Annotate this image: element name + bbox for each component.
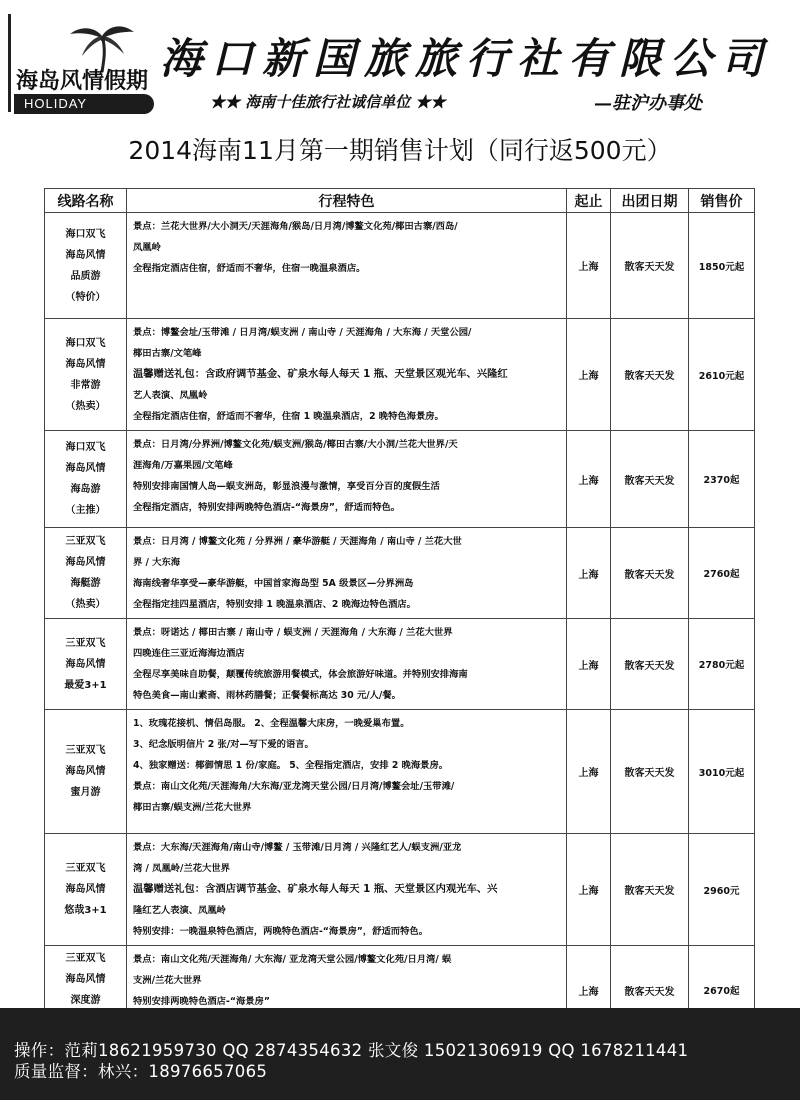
route-name-line: 三亚双飞 — [65, 637, 106, 649]
feature-line: 界 / 大东海 — [133, 557, 181, 568]
table-row — [45, 319, 755, 431]
logo-text: 海岛风情假期 — [16, 68, 149, 94]
page-title: 2014海南11月第一期销售计划（同行返500元） — [128, 136, 672, 165]
office-label: —驻沪办事处 — [594, 93, 702, 114]
contact-footer — [0, 1008, 800, 1100]
table-row — [45, 619, 755, 710]
price-cell: 2670起 — [689, 946, 755, 1035]
route-name-line: 海岛风情 — [65, 658, 106, 670]
operator-contacts: 操作：范莉18621959730 QQ 2874354632 张文俊 15021306919 QQ 1678211441 — [14, 1041, 689, 1060]
route-name-line: （热卖） — [65, 400, 106, 412]
departure-cell: 上海 — [567, 834, 611, 946]
feature-line: 隆红艺人表演、凤凰岭 — [133, 905, 226, 916]
departure-cell: 上海 — [567, 710, 611, 834]
feature-line: 1、玫瑰花接机、情侣岛服。 2、全程温馨大床房，一晚爱巢布置。 — [133, 718, 410, 729]
feature-line: 凤凰岭 — [133, 242, 161, 253]
feature-line: 景点：兰花大世界/大小洞天/天涯海角/猴岛/日月湾/博鳌文化苑/椰田古寨/西岛/ — [133, 221, 458, 232]
route-name-line: 海岛风情 — [65, 974, 106, 985]
feature-line: 椰田古寨/文笔峰 — [133, 348, 202, 359]
route-name-line: 非常游 — [70, 379, 101, 391]
departure-cell: 上海 — [567, 319, 611, 431]
table-row — [45, 431, 755, 528]
route-name-line: 海口双飞 — [65, 442, 106, 453]
departure-cell: 上海 — [567, 213, 611, 319]
feature-line: 全程指定挂四星酒店，特别安排 1 晚温泉酒店、2 晚海边特色酒店。 — [133, 599, 416, 610]
route-name-cell — [45, 834, 127, 946]
route-name-line: 蜜月游 — [70, 787, 101, 798]
header-departure: 起止 — [567, 189, 611, 213]
route-name-cell — [45, 710, 127, 834]
price-cell: 2960元 — [689, 834, 755, 946]
brand-logo — [8, 14, 156, 112]
header-route-name: 线路名称 — [45, 189, 127, 213]
feature-line: 全程指定酒店，特别安排两晚特色酒店-“海景房”，舒适而特色。 — [133, 502, 401, 513]
feature-line: 湾 / 凤凰岭/兰花大世界 — [133, 863, 230, 874]
route-name-cell — [45, 431, 127, 528]
route-name-line: 海岛风情 — [65, 249, 106, 261]
route-name-line: 深度游 — [70, 995, 101, 1006]
price-cell: 2760起 — [689, 528, 755, 619]
feature-line: 景点：日月湾 / 博鳌文化苑 / 分界洲 / 豪华游艇 / 天涯海角 / 南山寺 / 兰花大世 — [133, 536, 462, 547]
table-row — [45, 213, 755, 319]
features-cell — [127, 619, 567, 710]
tour-date-cell: 散客天天发 — [611, 319, 689, 431]
route-name-line: 海口双飞 — [65, 228, 106, 240]
price-cell: 3010元起 — [689, 710, 755, 834]
feature-line: 特色美食—南山素斋、雨林药膳餐；正餐餐标高达 30 元/人/餐。 — [133, 690, 401, 701]
header-price: 销售价 — [689, 189, 755, 213]
header-tour-date: 出团日期 — [611, 189, 689, 213]
features-cell — [127, 431, 567, 528]
feature-line: 温馨赠送礼包：含政府调节基金、矿泉水每人每天 1 瓶、天堂景区观光车、兴隆红 — [133, 368, 508, 380]
quality-supervisor: 质量监督：林兴：18976657065 — [14, 1062, 268, 1081]
feature-line: 景点：日月湾/分界洲/博鳌文化苑/蜈支洲/猴岛/椰田古寨/大小洞/兰花大世界/天 — [133, 439, 458, 450]
departure-cell: 上海 — [567, 619, 611, 710]
tour-date-cell: 散客天天发 — [611, 431, 689, 528]
feature-line: 全程尽享美味自助餐，颠覆传统旅游用餐模式，体会旅游好味道。并特别安排海南 — [133, 669, 468, 680]
header — [0, 0, 800, 118]
feature-line: 全程指定酒店住宿，舒适而不奢华，住宿 1 晚温泉酒店，2 晚特色海景房。 — [133, 411, 444, 422]
table-row — [45, 834, 755, 946]
feature-line: 景点：大东海/天涯海角/南山寺/博鳌 / 玉带滩/日月湾 / 兴隆红艺人/蜈支洲/亚龙 — [133, 842, 462, 853]
route-name-cell — [45, 319, 127, 431]
sales-plan-table — [44, 188, 755, 1035]
features-cell — [127, 710, 567, 834]
route-name-line: 三亚双飞 — [65, 745, 106, 756]
route-name-cell — [45, 213, 127, 319]
feature-line: 景点：南山文化苑/天涯海角/ 大东海/ 亚龙湾天堂公园/博鳌文化苑/日月湾/ 蜈 — [133, 954, 452, 965]
route-name-cell — [45, 528, 127, 619]
feature-line: 特别安排：一晚温泉特色酒店，两晚特色酒店-“海景房”，舒适而特色。 — [133, 926, 428, 937]
route-name-line: 三亚双飞 — [65, 536, 106, 547]
route-name-line: （热卖） — [65, 599, 106, 610]
departure-cell: 上海 — [567, 946, 611, 1035]
departure-cell: 上海 — [567, 431, 611, 528]
feature-line: 3、纪念版明信片 2 张/对—写下爱的语言。 — [133, 739, 314, 750]
features-cell — [127, 213, 567, 319]
route-name-line: 海岛游 — [70, 484, 101, 495]
tour-date-cell: 散客天天发 — [611, 213, 689, 319]
company-name: 海口新国旅旅行社有限公司 — [160, 34, 773, 83]
tour-date-cell: 散客天天发 — [611, 528, 689, 619]
logo-bar — [8, 14, 11, 112]
features-cell — [127, 834, 567, 946]
slogan: ★★ 海南十佳旅行社诚信单位 ★★ — [210, 93, 446, 111]
feature-line: 特别安排两晚特色酒店-“海景房” — [133, 996, 270, 1007]
feature-line: 涯海角/万嘉果园/文笔峰 — [133, 460, 233, 471]
price-cell: 2780元起 — [689, 619, 755, 710]
tour-date-cell: 散客天天发 — [611, 946, 689, 1035]
tour-date-cell: 散客天天发 — [611, 710, 689, 834]
feature-line: 全程指定酒店住宿，舒适而不奢华，住宿一晚温泉酒店。 — [133, 263, 366, 274]
feature-line: 景点：南山文化苑/天涯海角/大东海/亚龙湾天堂公园/日月湾/博鳌会址/玉带滩/ — [133, 781, 455, 792]
price-cell: 1850元起 — [689, 213, 755, 319]
price-cell: 2370起 — [689, 431, 755, 528]
route-name-line: （特价） — [65, 291, 106, 303]
tour-date-cell: 散客天天发 — [611, 834, 689, 946]
route-name-line: 三亚双飞 — [65, 863, 106, 874]
table-header-row — [45, 189, 755, 213]
price-cell: 2610元起 — [689, 319, 755, 431]
route-name-line: 海口双飞 — [65, 337, 106, 349]
logo-band-text: HOLIDAY — [24, 96, 88, 111]
features-cell — [127, 528, 567, 619]
feature-line: 景点：博鳌会址/玉带滩 / 日月湾/蜈支洲 / 南山寺 / 天涯海角 / 大东海 / 天堂公园/ — [133, 327, 472, 338]
route-name-line: 海岛风情 — [65, 766, 106, 777]
route-name-line: 海岛风情 — [65, 557, 106, 568]
feature-line: 景点：呀诺达 / 椰田古寨 / 南山寺 / 蜈支洲 / 天涯海角 / 大东海 / 兰花大世界 — [133, 627, 453, 638]
feature-line: 4、独家赠送：椰御情思 1 份/家庭。 5、全程指定酒店，安排 2 晚海景房。 — [133, 760, 449, 771]
route-name-line: 海岛风情 — [65, 884, 106, 895]
feature-line: 支洲/兰花大世界 — [133, 975, 202, 986]
route-name-line: （主推） — [65, 505, 106, 516]
header-features: 行程特色 — [127, 189, 567, 213]
tour-date-cell: 散客天天发 — [611, 619, 689, 710]
feature-line: 温馨赠送礼包：含酒店调节基金、矿泉水每人每天 1 瓶、天堂景区内观光车、兴 — [133, 883, 498, 895]
route-name-line: 海岛风情 — [65, 463, 106, 474]
route-name-cell — [45, 619, 127, 710]
route-name-line: 海岛风情 — [65, 358, 106, 370]
logo-band — [14, 94, 154, 114]
feature-line: 艺人表演、凤凰岭 — [133, 390, 208, 401]
route-name-line: 品质游 — [70, 270, 101, 282]
feature-line: 海南线奢华享受—豪华游艇，中国首家海岛型 5A 级景区—分界洲岛 — [133, 578, 414, 589]
route-name-line: 三亚双飞 — [65, 953, 106, 964]
table-row — [45, 710, 755, 834]
features-cell — [127, 319, 567, 431]
departure-cell: 上海 — [567, 528, 611, 619]
route-name-line: 最爱3+1 — [64, 679, 107, 691]
feature-line: 椰田古寨/蜈支洲/兰花大世界 — [133, 802, 252, 813]
route-name-line: 悠哉3+1 — [64, 905, 107, 916]
route-name-line: 海艇游 — [70, 578, 101, 589]
table-row — [45, 528, 755, 619]
feature-line: 四晚连住三亚近海海边酒店 — [133, 648, 245, 659]
feature-line: 特别安排南国情人岛—蜈支洲岛，彰显浪漫与激情，享受百分百的度假生活 — [133, 481, 440, 492]
